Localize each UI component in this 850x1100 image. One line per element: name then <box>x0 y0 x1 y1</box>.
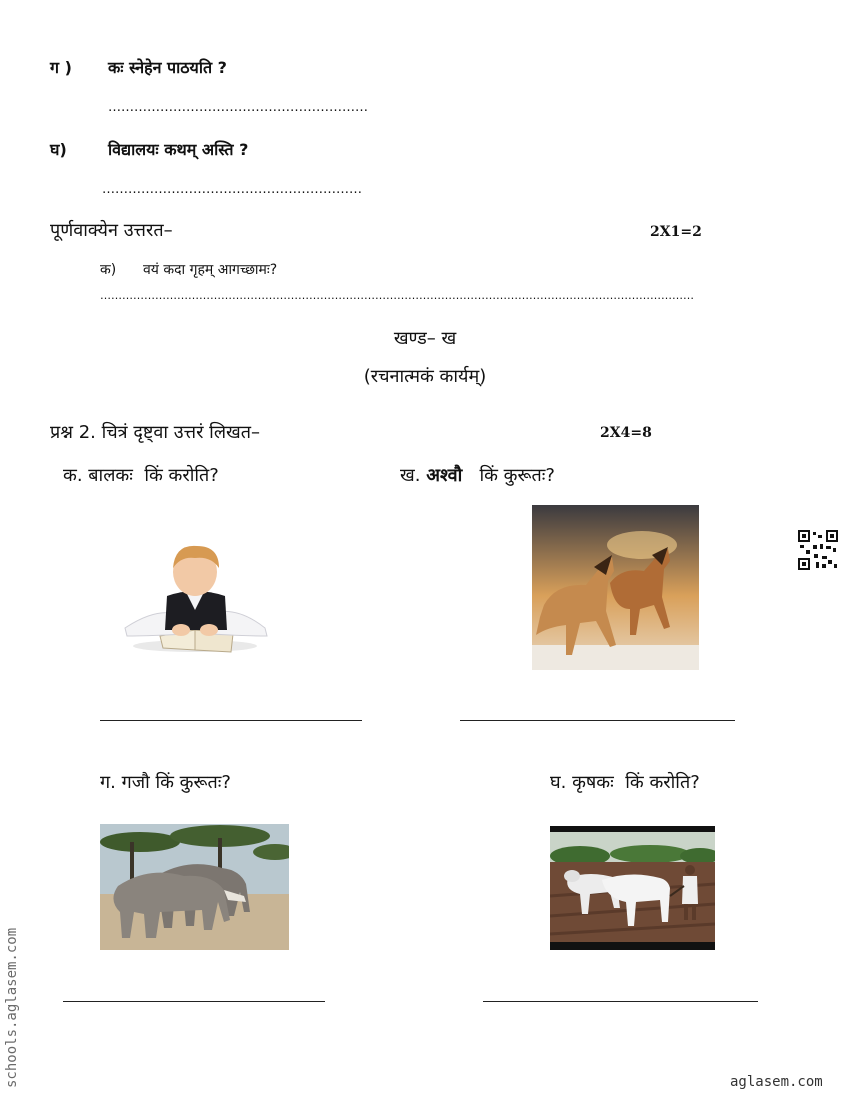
answer-line-ga <box>63 1001 325 1002</box>
picture-question-ga-prefix: ग. गजौ <box>100 772 150 793</box>
picture-question-gha <box>550 770 700 794</box>
question-2-marks: 2X4=8 <box>600 425 652 441</box>
elephants-image <box>100 824 289 950</box>
picture-question-kha-suffix: किं कुरूतः? <box>479 465 555 486</box>
question-ka-full-label: क) <box>100 262 117 278</box>
picture-question-ga-suffix: किं कुरूतः? <box>155 772 231 793</box>
question-gha-label: घ) <box>50 140 67 159</box>
answer-dots-ga: …………………………………………………… <box>108 100 368 115</box>
answer-line-ka <box>100 720 362 721</box>
question-ga-label: ग ) <box>50 58 72 77</box>
side-watermark: schools.aglasem.com <box>4 927 20 1088</box>
answer-line-kha <box>460 720 735 721</box>
picture-question-ga <box>100 770 231 794</box>
boy-reading-image <box>115 538 275 658</box>
picture-question-gha-suffix: किं करोति? <box>625 772 700 793</box>
answer-dots-gha: …………………………………………………… <box>102 182 362 197</box>
question-2-heading: प्रश्न 2. चित्रं दृष्ट्वा उत्तरं लिखत– <box>50 422 261 443</box>
section-kha-subtitle: (रचनात्मकं कार्यम्) <box>363 366 487 387</box>
picture-question-ka-suffix: किं करोति? <box>144 465 219 486</box>
picture-question-ka-prefix: क. बालकः <box>63 465 133 486</box>
section-heading-full-sentence: पूर्णवाक्येन उत्तरत– <box>50 220 173 241</box>
horses-image <box>532 505 699 670</box>
picture-question-kha-prefix: ख. <box>400 465 421 486</box>
section-marks-full-sentence: 2X1=2 <box>650 224 702 240</box>
footer-watermark: aglasem.com <box>730 1074 823 1090</box>
section-kha-title: खण्ड– ख <box>393 328 457 349</box>
question-ka-full-text: वयं कदा गृहम् आगच्छामः? <box>143 262 278 278</box>
farmer-ploughing-image <box>550 826 715 950</box>
qr-code-icon <box>798 530 838 570</box>
picture-question-gha-prefix: घ. कृषकः <box>550 772 614 793</box>
answer-dots-ka-full: ……………………………………………………………………………………………………………………………………………… <box>100 289 694 302</box>
question-ga-text: कः स्नेहेन पाठयति ? <box>108 58 227 77</box>
answer-line-gha <box>483 1001 758 1002</box>
question-gha-text: विद्यालयः कथम् अस्ति ? <box>108 140 249 159</box>
picture-question-kha <box>400 463 555 487</box>
picture-question-ka <box>63 463 219 487</box>
picture-question-kha-bold: अश्वौ <box>426 465 463 486</box>
